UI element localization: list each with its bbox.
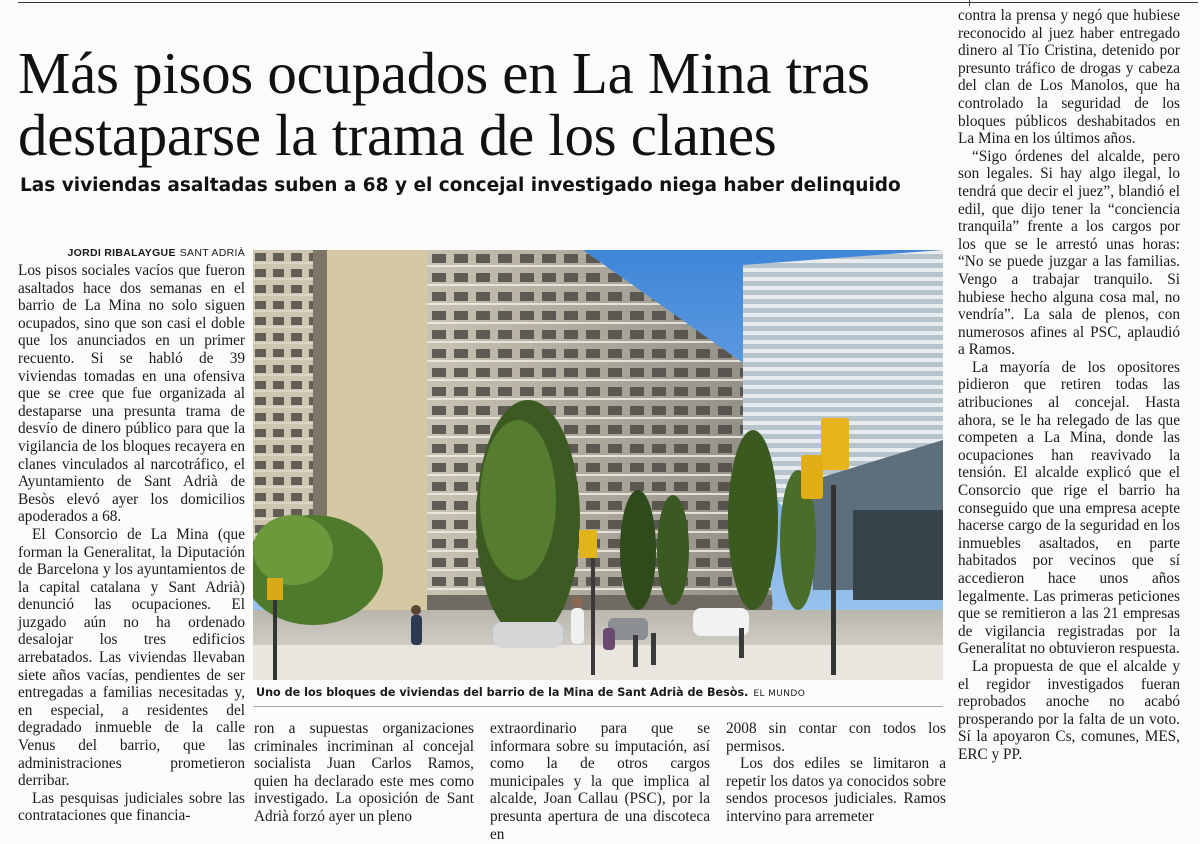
paragraph: extraordinario para que se informara sobre su imputación, así como la de otros cargos municipales y la que implica al alcalde, Joan Callau (PSC), por la presunta apertura de una discoteca en (490, 720, 710, 843)
paragraph: contra la prensa y negó que hubiese reconocido al juez haber entregado dinero al Tío Cristina, detenido por presunto tráfico de drogas y cabeza del clan de Los Manolos, que ha controlado la seguridad de los bloques públicos deshabitados en La Mina en los últimos años. (958, 7, 1180, 148)
article-column-1 (18, 262, 245, 825)
paragraph: La propuesta de que el alcalde y el regidor investigados fueran reprobados anoche no acabó prosperando por la falta de un voto. Sí la apoyaron Cs, comunes, MES, ERC y PP. (958, 657, 1180, 763)
byline-author: JORDI RIBALAYGUE (67, 247, 176, 259)
news-photo (253, 250, 943, 680)
photo-credit: EL MUNDO (753, 689, 806, 699)
paragraph: “Sigo órdenes del alcalde, pero son legales. Si hay algo ilegal, lo tendrá que decir el juez”, blandió el edil, que dijo tener la “conciencia tranquila” frente a los cargos por los que se le arrestó unas horas: “No se puede juzgar a las familias. Vengo a trabajar tranquilo. Si hubiese hecho alguna cosa mal, no vendría”. La sala de plenos, con numerosos afines al PSC, aplaudió a Ramos. (958, 147, 1180, 359)
paragraph: ron a supuestas organizaciones criminales incriminan al concejal socialista Juan Carlos Ramos, quien ha declarado este mes como investigado. La oposición de Sant Adrià forzó ayer un pleno (254, 720, 474, 825)
top-rule-tick (969, 0, 970, 6)
byline (18, 246, 245, 260)
top-rule (18, 2, 1198, 3)
caption-divider (253, 706, 943, 707)
article-column-3 (490, 720, 710, 843)
article-column-4 (726, 720, 946, 826)
photo-caption (256, 686, 946, 701)
headline: Más pisos ocupados en La Mina tras destaparse la trama de los clanes (18, 40, 870, 168)
paragraph: El Consorcio de La Mina (que forman la Generalitat, la Diputación de Barcelona y los ayuntamientos de la capital catalana y Sant Adrià) denunció las ocupaciones. El juzgado aún no ha ordenado desalojar los tres edificios arrebatados. Las viviendas llevaban siete años vacías, pendientes de ser entregadas a familias necesitadas y, en especial, a residentes del degradado inmueble de la calle Venus del barrio, que las administraciones prometieron derribar. (18, 525, 245, 790)
paragraph: 2008 sin contar con todos los permisos. (726, 720, 946, 755)
paragraph: Las pesquisas judiciales sobre las contrataciones que financia- (18, 789, 245, 825)
article-column-5 (958, 7, 1180, 764)
subheadline: Las viviendas asaltadas suben a 68 y el concejal investigado niega haber delinquido (20, 175, 901, 196)
caption-text: Uno de los bloques de viviendas del barrio de la Mina de Sant Adrià de Besòs. (256, 686, 749, 699)
paragraph: La mayoría de los opositores pidieron que retiren todas las atribuciones al concejal. Hasta ahora, se le ha relegado de las que competen a La Mina, donde las ocupaciones han reavivado la tensión. El alcalde explicó que el Consorcio que rige el barrio ha conseguido que una empresa acepte hacerse cargo de la seguridad en los inmuebles asaltados, en parte habitados por vecinos que sí accedieron hace unos años legalmente. Las primeras peticiones que se remitieron a las 21 empresas de vigilancia registradas por la Generalitat no obtuvieron respuesta. (958, 358, 1180, 658)
paragraph: Los dos ediles se limitaron a repetir los datos ya conocidos sobre sendos procesos judiciales. Ramos intervino para arremeter (726, 755, 946, 825)
paragraph: Los pisos sociales vacíos que fueron asaltados hace dos semanas en el barrio de La Mina no solo siguen ocupados, sino que son casi el doble que los anunciados en un primer recuento. Si se habló de 39 viviendas tomadas en una ofensiva que se cree que fue organizada al destaparse una presunta trama de desvío de dinero público para que la vigilancia de los bloques recayera en clanes vinculados al narcotráfico, el Ayuntamiento de Sant Adrià de Besòs elevó ayer los domicilios apoderados a 68. (18, 262, 245, 526)
article-column-2 (254, 720, 474, 826)
byline-location: SANT ADRIÀ (179, 247, 245, 259)
